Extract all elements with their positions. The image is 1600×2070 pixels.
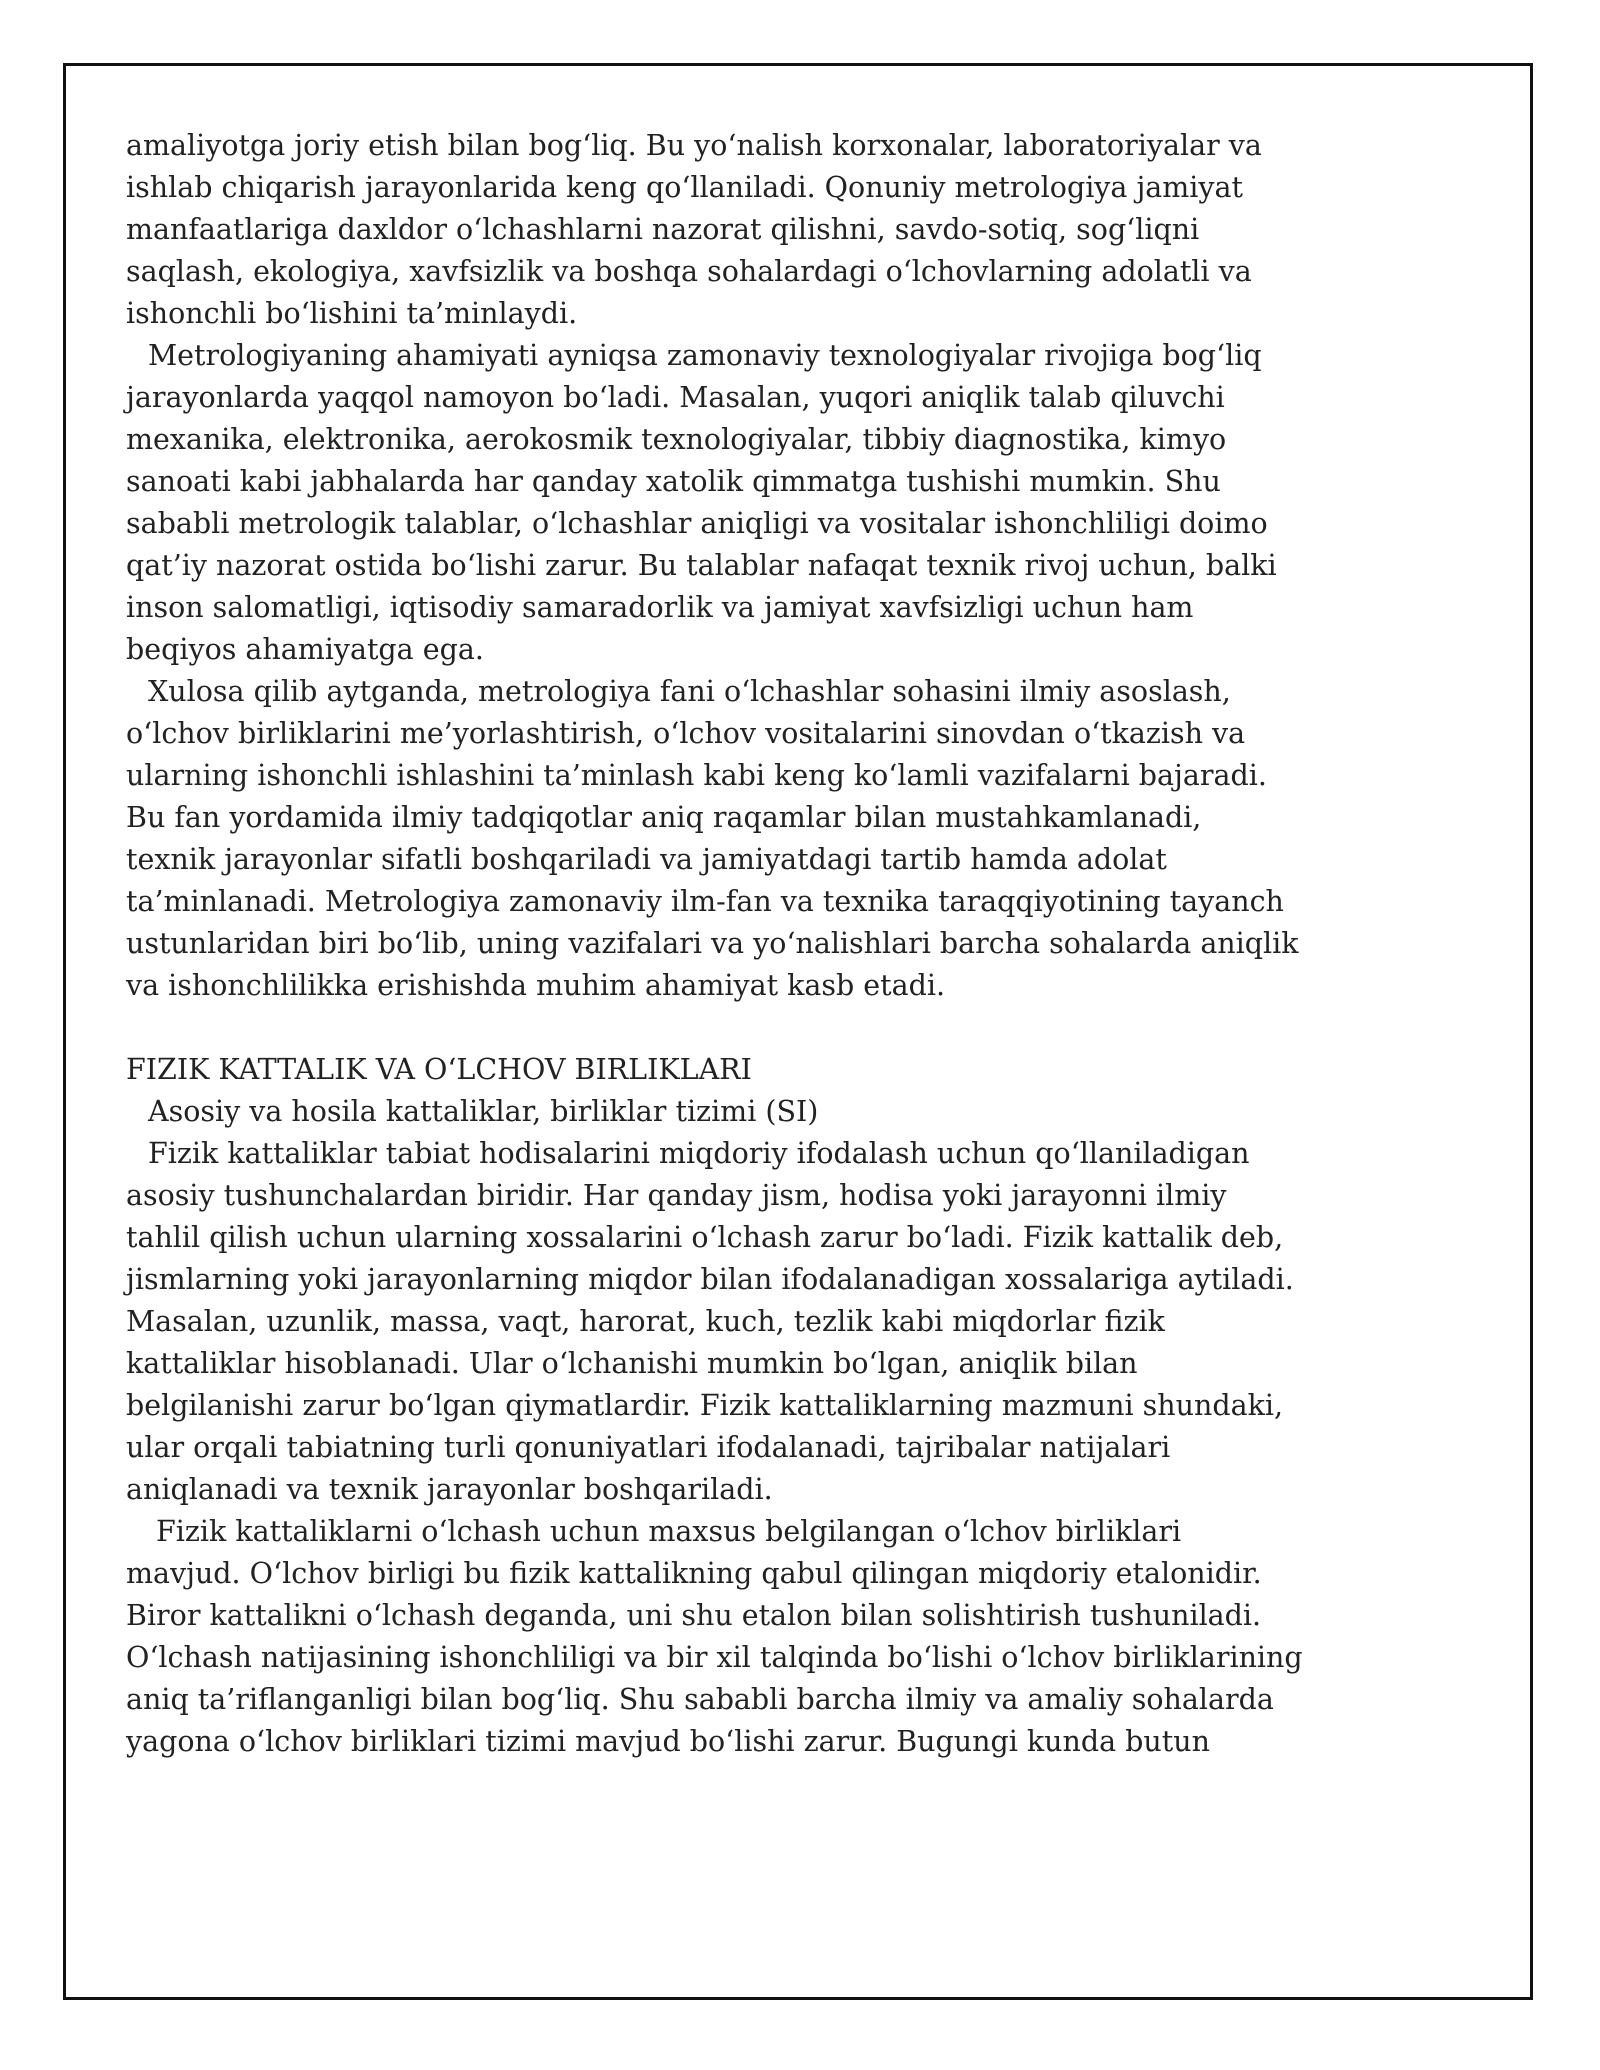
paragraph-fizik-kattaliklar: Fizik kattaliklar tabiat hodisalarini miqdoriy ifodalash uchun qo‘llaniladigan asosiy tushunchalardan biridir. Har qanday jism, hodisa yoki jarayonni ilmiy tahlil qilish uchun ularning xossalarini o‘lchash zarur bo‘ladi. Fizik kattalik deb, jismlarning yoki jarayonlarning miqdor bilan ifodalanadigan xossalariga aytiladi. Masalan, uzunlik, massa, vaqt, harorat, kuch, tezlik kabi miqdorlar fizik kattaliklar hisoblanadi. Ular o‘lchanishi mumkin bo‘lgan, aniqlik bilan belgilanishi zarur bo‘lgan qiymatlardir. Fizik kattaliklarning mazmuni shundaki, ular orqali tabiatning turli qonuniyatlari ifodalanadi, tajribalar natijalari aniqlanadi va texnik jarayonlar boshqariladi. — [126, 1137, 1294, 1506]
paragraph-xulosa: Xulosa qilib aytganda, metrologiya fani o‘lchashlar sohasini ilmiy asoslash, o‘lchov birliklarini me’yorlashtirish, o‘lchov vositalarini sinovdan o‘tkazish va ularning ishonchli ishlashini ta’minlash kabi keng ko‘lamli vazifalarni bajaradi. Bu fan yordamida ilmiy tadqiqotlar aniq raqamlar bilan mustahkamlanadi, texnik jarayonlar sifatli boshqariladi va jamiyatdagi tartib hamda adolat ta’minlanadi. Metrologiya zamonaviy ilm-fan va texnika taraqqiyotining tayanch ustunlaridan biri bo‘lib, uning vazifalari va yo‘nalishlari barcha sohalarda aniqlik va ishonchlilikka erishishda muhim ahamiyat kasb etadi. — [126, 675, 1299, 1002]
paragraph-olchov-birliklari: Fizik kattaliklarni o‘lchash uchun maxsus belgilangan o‘lchov birliklari mavjud. O‘lchov birligi bu fizik kattalikning qabul qilingan miqdoriy etalonidir. Biror kattalikni o‘lchash deganda, uni shu etalon bilan solishtirish tushuniladi. O‘lchash natijasining ishonchliligi va bir xil talqinda bo‘lishi o‘lchov birliklarining aniq ta’riflanganligi bilan bog‘liq. Shu sababli barcha ilmiy va amaliy sohalarda yagona o‘lchov birliklari tizimi mavjud bo‘lishi zarur. Bugungi kunda butun — [126, 1515, 1303, 1758]
paragraph-metrologiya-ahamiyati: Metrologiyaning ahamiyati ayniqsa zamonaviy texnologiyalar rivojiga bog‘liq jarayonlarda yaqqol namoyon bo‘ladi. Masalan, yuqori aniqlik talab qiluvchi mexanika, elektronika, aerokosmik texnologiyalar, tibbiy diagnostika, kimyo sanoati kabi jabhalarda har qanday xatolik qimmatga tushishi mumkin. Shu sababli metrologik talablar, o‘lchashlar aniqligi va vositalar ishonchliligi doimo qat’iy nazorat ostida bo‘lishi zarur. Bu talablar nafaqat texnik rivoj uchun, balki inson salomatligi, iqtisodiy samaradorlik va jamiyat xavfsizligi uchun ham beqiyos ahamiyatga ega. — [126, 339, 1277, 666]
section-heading: FIZIK KATTALIK VA O‘LCHOV BIRLIKLARI — [126, 1053, 752, 1086]
section-subheading: Asosiy va hosila kattaliklar, birliklar tizimi (SI) — [148, 1095, 819, 1128]
paragraph-qonuniy-metrologiya: amaliyotga joriy etish bilan bog‘liq. Bu yo‘nalish korxonalar, laboratoriyalar va ishlab chiqarish jarayonlarida keng qo‘llaniladi. Qonuniy metrologiya jamiyat manfaatlariga daxldor o‘lchashlarni nazorat qilishni, savdo-sotiq, sog‘liqni saqlash, ekologiya, xavfsizlik va boshqa sohalardagi o‘lchovlarning adolatli va ishonchli bo‘lishini ta’minlaydi. — [126, 129, 1262, 330]
document-body — [126, 125, 1416, 1763]
